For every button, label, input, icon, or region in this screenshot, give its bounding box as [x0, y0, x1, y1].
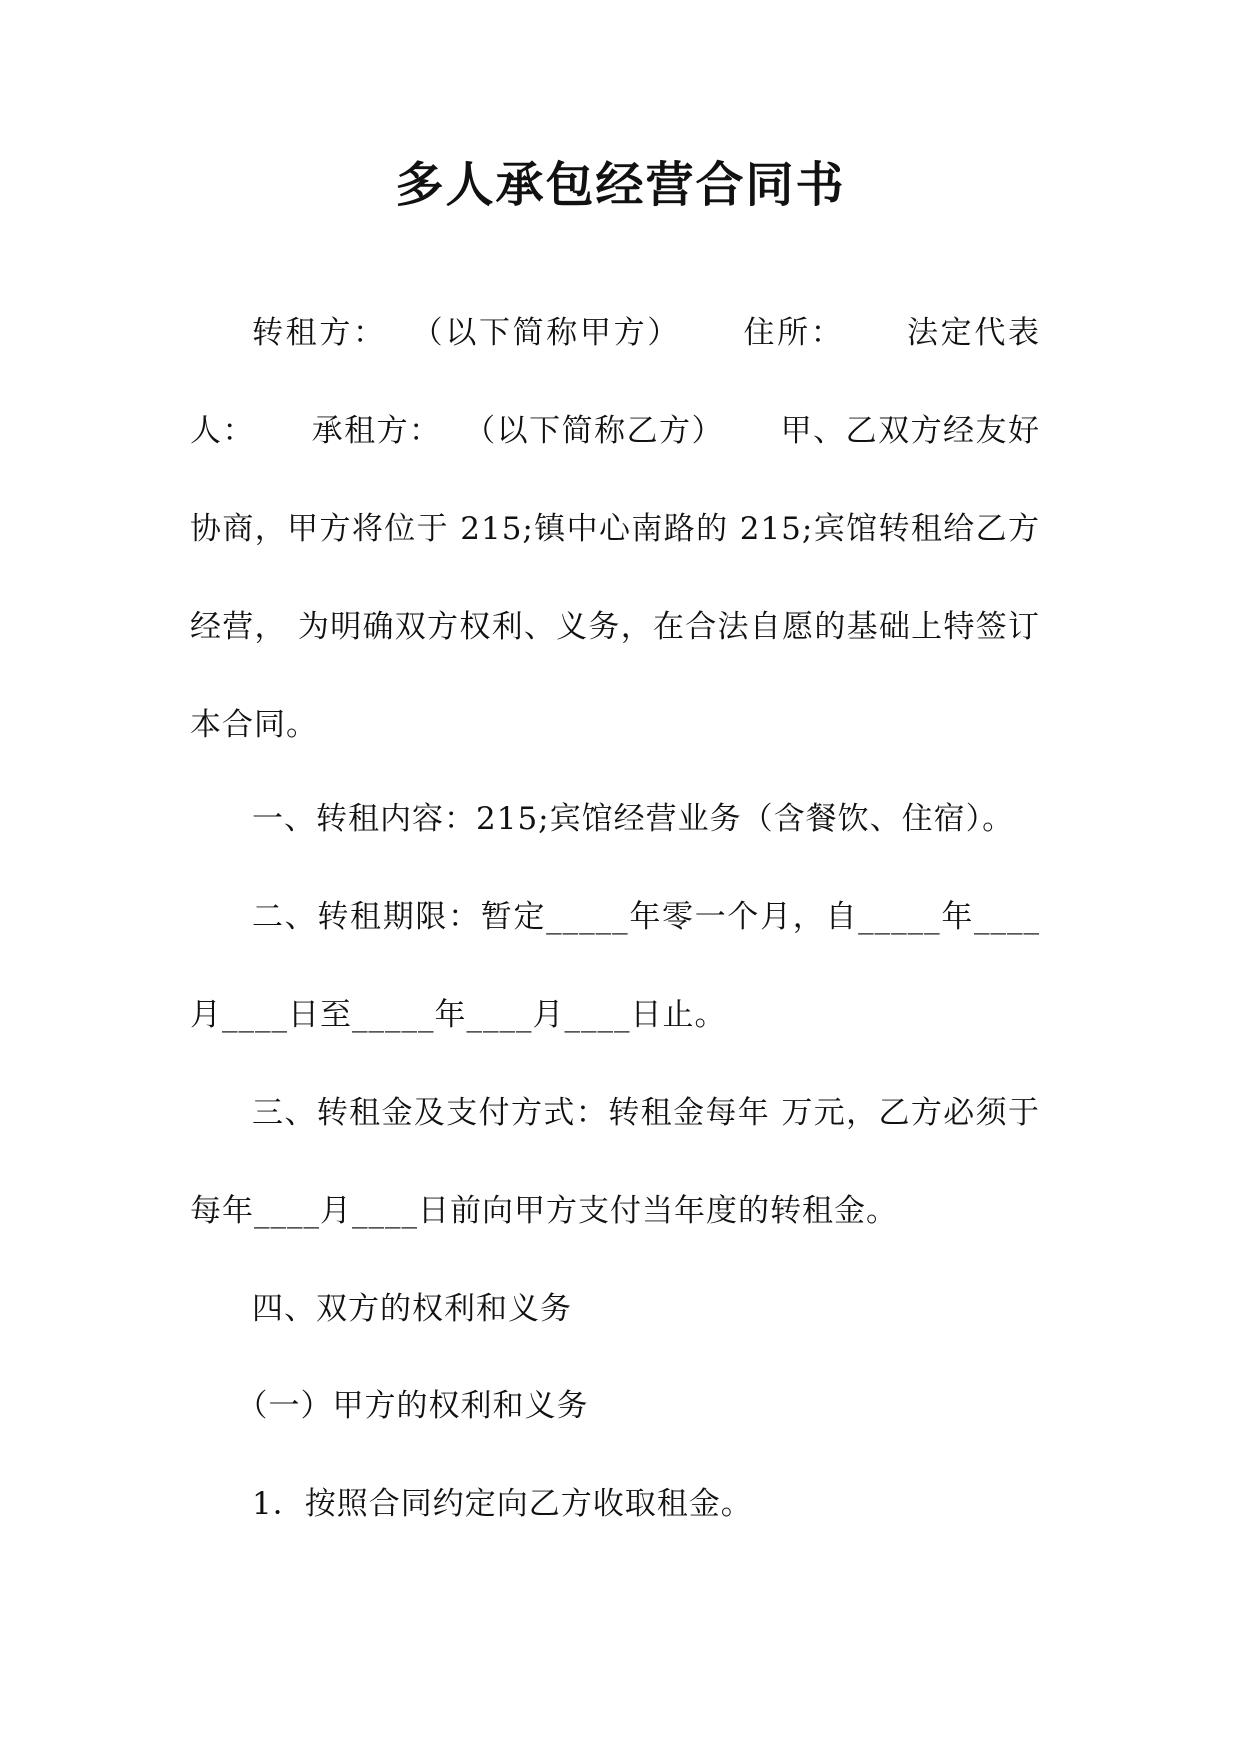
clause-1-block	[190, 770, 1040, 868]
clause-4-block	[190, 1260, 1040, 1358]
clause-4-heading: 四、双方的权利和义务	[252, 1291, 572, 1327]
clause-2-paragraph: 二、转租期限：暂定_____年零一个月，自_____年____月____日至_____年____月____日止。	[190, 899, 1040, 1033]
clause-3-block	[190, 1064, 1040, 1260]
clause-4-1-block	[190, 1357, 1040, 1455]
document-title: 多人承包经营合同书	[395, 157, 846, 213]
clause-4-1-heading: （一）甲方的权利和义务	[236, 1388, 589, 1424]
intro-paragraph-block	[190, 284, 1040, 774]
clause-3-paragraph: 三、转租金及支付方式：转租金每年 万元，乙方必须于每年____月____日前向甲方支付当年度的转租金。	[190, 1095, 1040, 1229]
intro-paragraph: 转租方： （以下简称甲方） 住所： 法定代表人： 承租方： （以下简称乙方） 甲、乙双方经友好协商，甲方将位于 215;镇中心南路的 215;宾馆转租给乙方经营， 为明确双方权利、义务，在合法自愿的基础上特签订本合同。	[190, 315, 1040, 743]
item-1-paragraph: 1．按照合同约定向乙方收取租金。	[252, 1486, 753, 1522]
clause-1-paragraph: 一、转租内容：215;宾馆经营业务（含餐饮、住宿）。	[252, 801, 1015, 837]
clause-2-block	[190, 868, 1040, 1064]
item-1-block	[190, 1455, 1040, 1553]
